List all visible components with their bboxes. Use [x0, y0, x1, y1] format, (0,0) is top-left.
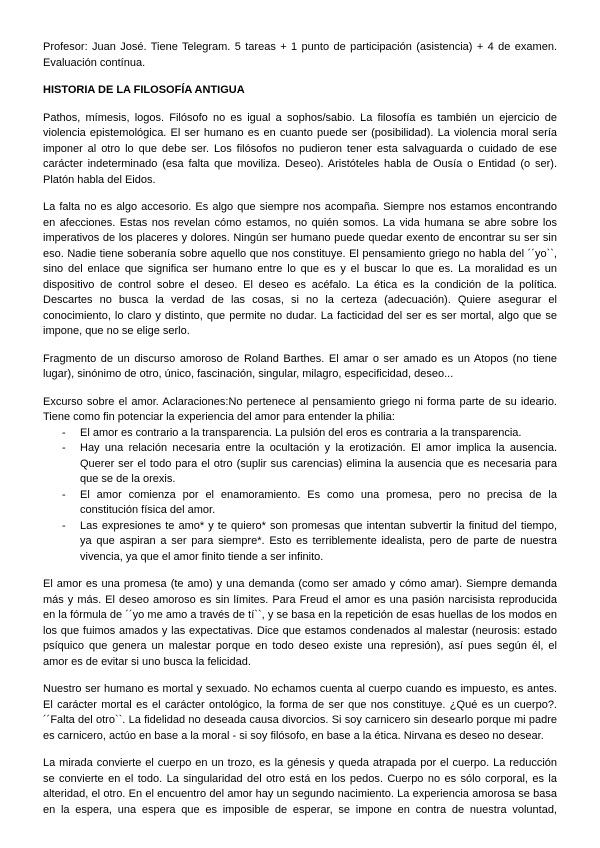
list-item — [43, 426, 557, 442]
paragraphs-group-a — [43, 111, 557, 383]
intro-paragraph — [43, 40, 557, 71]
text-line: Evaluación contínua. — [43, 56, 146, 69]
paragraphs-group-b — [43, 577, 557, 818]
text-line: los que fuimos amados y las expectativas. Dice que estamos condenados al malestar (neurosis: estado — [43, 624, 557, 637]
list-item — [43, 519, 557, 566]
text-line: ya que aspiran a ser para siempre*. Esto es terriblemente idealista, pero de parte de nuestra — [80, 535, 557, 547]
text-line: imponer al otro lo que debe ser. Los filósofos no pudieron tener esta salvaguarda o cuidado de ese — [43, 142, 557, 155]
text-line: violencia epistemológica. El ser humano es en cuanto puede ser (posibilidad). La violencia moral sería — [43, 127, 557, 139]
text-line: que se de la orexis. — [80, 473, 176, 485]
text-line: La falta no es algo accesorio. Es algo que siempre nos acompaña. Siempre nos estamos encontrando — [43, 201, 557, 213]
text-line: La mirada convierte el cuerpo en un trozo, es la génesis y queda atrapada por el cuerpo. La reducción — [43, 757, 557, 769]
paragraph — [43, 756, 557, 818]
text-line: Profesor: Juan José. Tiene Telegram. 5 tareas + 1 punto de participación (asistencia) + 4 de examen. — [43, 41, 557, 53]
text-line: Descartes no busca la verdad de las cosas, si no la certeza (adecuación). Quiere asegurar el — [43, 294, 557, 306]
text-line: imperativos de los placeres y dolores. Ningún ser humano puede quedar exento de encontrar su ser sin — [43, 232, 557, 244]
paragraph — [43, 682, 557, 744]
text-line: alteridad, el otro. En el encuentro del amor hay un segundo nacimiento. La experiencia amorosa se basa — [43, 788, 557, 800]
list-item — [43, 441, 557, 488]
document-page — [43, 40, 557, 830]
text-line: en la fórmula de ´´yo me amo a través de tí``, y se basa en la repetición de esas huellas de los modos en — [43, 609, 557, 621]
text-line: Hay una relación necesaria entre la ocultación y la erotización. El amor implica la ausencia. — [80, 442, 557, 454]
paragraph — [43, 352, 557, 383]
text-line: amor es de evitar si uno busca la felicidad. — [43, 655, 251, 668]
text-line: Nuestro ser humano es mortal y sexuado. No echamos cuenta al cuerpo cuando es impuesto, es antes. — [43, 683, 557, 695]
paragraph — [43, 111, 557, 189]
text-line: Querer ser el todo para el otro (suplir sus carencias) elimina la ausencia que es necesaria para — [80, 457, 557, 470]
text-line: constitución física del amor. — [80, 504, 216, 516]
text-line: Excurso sobre el amor. Aclaraciones:No pertenece al pensamiento griego ni forma parte de su ideario. — [43, 395, 557, 408]
text-line: sino del enlace que significa ser humano entre lo que es y el buscar lo que es. La moralidad es un — [43, 263, 557, 275]
text-line: El amor es contrario a la transparencia. La pulsión del eros es contraria a la transparencia. — [80, 426, 522, 439]
bullet-dash-icon: - — [62, 426, 66, 439]
bullet-dash-icon: - — [62, 442, 66, 454]
text-line: en afecciones. Estas nos revelan cómo estamos, no quién somos. La vida humana se abre sobre los — [43, 216, 557, 229]
section-heading: HISTORIA DE LA FILOSOFÍA ANTIGUA — [43, 84, 245, 96]
text-line: Pathos, mímesis, logos. Filósofo no es igual a sophos/sabio. La filosofía es también un ejercicio de — [43, 111, 557, 124]
text-line: eso. Nadie tiene soberanía sobre aquello que nos constituye. El pensamiento griego no habla del ´´yo``, — [43, 247, 557, 260]
paragraph — [43, 577, 557, 670]
bullet-dash-icon: - — [62, 519, 66, 532]
text-line: vivencia, ya que el amor finito tiende a ser infinito. — [80, 550, 324, 563]
text-line: Tiene como fin potenciar la experiencia del amor para entender la philia: — [43, 411, 395, 423]
text-line: en la espera, una espera que es imposible de esperar, se impone en contra de nuestra voluntad, — [43, 803, 557, 816]
text-line: El amor comienza por el enamoramiento. Es como una promesa, pero no precisa de la — [80, 488, 557, 501]
text-line: Platón habla del Eidos. — [43, 173, 156, 186]
text-line: Fragmento de un discurso amoroso de Roland Barthes. El amar o ser amado es un Atopos (no tiene — [43, 352, 557, 365]
text-line: Las expresiones te amo* y te quiero* son promesas que intentan subvertir la finitud del tiempo, — [80, 519, 557, 532]
text-line: carácter indeterminado (esa falta que moviliza. Deseo). Aristóteles habla de Ousía o Entidad (o ser). — [43, 158, 557, 170]
text-line: ´´Falta del otro``. La fidelidad no deseada causa divorcios. Si soy carnicero sin desearlo porque mi padre — [43, 714, 557, 726]
text-line: psíquico que genera un malestar porque en todo deseo existe una represión), así pues según él, el — [43, 640, 557, 652]
text-line: El amor es una promesa (te amo) y una demanda (como ser amado y cómo amar). Siempre demanda — [43, 578, 557, 590]
bullet-list — [43, 426, 557, 566]
bullet-dash-icon: - — [62, 488, 66, 501]
list-item — [43, 488, 557, 519]
text-line: más y más. El deseo amoroso es sin límites. Para Freud el amor es una pasión narcisista reproducida — [43, 593, 557, 606]
text-line: lugar), sinónimo de otro, único, fascinación, singular, milagro, especificidad, deseo... — [43, 368, 454, 380]
text-line: es carnicero, actúo en base a la moral - si soy filósofo, en base a la ética. Nirvana es deseo no desear. — [43, 729, 544, 742]
paragraph — [43, 200, 557, 340]
text-line: dispositivo de control sobre el deseo. El deseo es acéfalo. La ética es la condición de la política. — [43, 278, 557, 291]
text-line: conocimiento, lo claro y distinto, que permite no dudar. La facticidad del ser es ser mortal, algo que se — [43, 309, 557, 322]
text-line: se convierte en el todo. La singularidad del otro está en los pedos. Cuerpo no es sólo corporal, es la — [43, 772, 557, 785]
text-line: impone, que no se elige serlo. — [43, 325, 190, 337]
text-line: El carácter mortal es el carácter ontológico, la forma de ser que nos constituye. ¿Qué es un cuerpo?. — [43, 698, 557, 711]
excurso-paragraph — [43, 395, 557, 426]
